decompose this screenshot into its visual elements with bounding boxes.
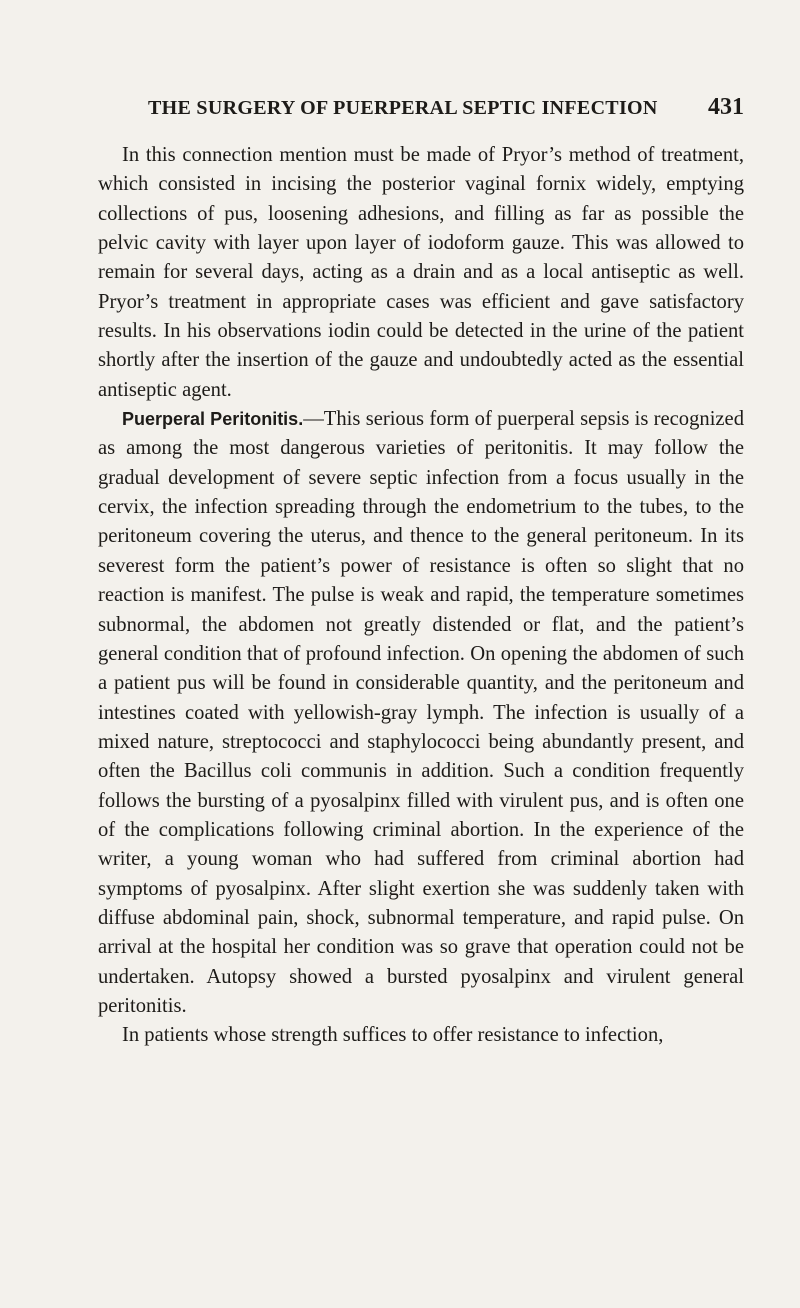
running-title: THE SURGERY OF PUERPERAL SEPTIC INFECTION (148, 97, 658, 119)
paragraph-text: In this connection mention must be made of Pryor’s method of treatment, which consisted in incising the posterior vaginal fornix widely, emptying collections of pus, loosening adhesions, and filling as far as possible the pelvic cavity with layer upon layer of iodoform gauze. This was allowed to remain for several days, acting as a drain and as a local antiseptic as well. Pryor’s treatment in appropriate cases was efficient and gave satisfactory results. In his observations iodin could be detected in the urine of the patient shortly after the insertion of the gauze and undoubtedly acted as the essential antiseptic agent. (98, 144, 744, 401)
paragraph-puerperal-peritonitis (98, 405, 744, 1021)
body-text (98, 141, 744, 1051)
paragraph-continuation (98, 1021, 744, 1050)
section-heading: Puerperal Peritonitis. (122, 409, 304, 430)
paragraph-text: —This serious form of puerperal sepsis is recognized as among the most dangerous varieties of peritonitis. It may follow the gradual development of severe septic infection from a focus usually in the cervix, the infection spreading through the endometrium to the tubes, to the peritoneum covering the uterus, and thence to the general peritoneum. In its severest form the patient’s power of resistance is often so slight that no reaction is manifest. The pulse is weak and rapid, the temperature sometimes subnormal, the abdomen not greatly distended or flat, and the patient’s general condition that of profound infection. On opening the abdomen of such a patient pus will be found in considerable quantity, and the peritoneum and intestines coated with yellowish-gray lymph. The infection is usually of a mixed nature, streptococci and staphylococci being abundantly present, and often the Bacillus coli communis in addition. Such a condition frequently follows the bursting of a pyosalpinx filled with virulent pus, and is often one of the complications following criminal abortion. In the experience of the writer, a young woman who had suffered from criminal abortion had symptoms of pyosalpinx. After slight exertion she was suddenly taken with diffuse abdominal pain, shock, subnormal temperature, and rapid pulse. On arrival at the hospital her condition was so grave that operation could not be undertaken. Autopsy showed a bursted pyosalpinx and virulent general peritonitis. (98, 408, 744, 1017)
page-number: 431 (708, 94, 744, 120)
paragraph-pryor-method (98, 141, 744, 405)
paragraph-text: In patients whose strength suffices to offer resistance to infection, (122, 1024, 664, 1047)
page-header (148, 94, 744, 126)
